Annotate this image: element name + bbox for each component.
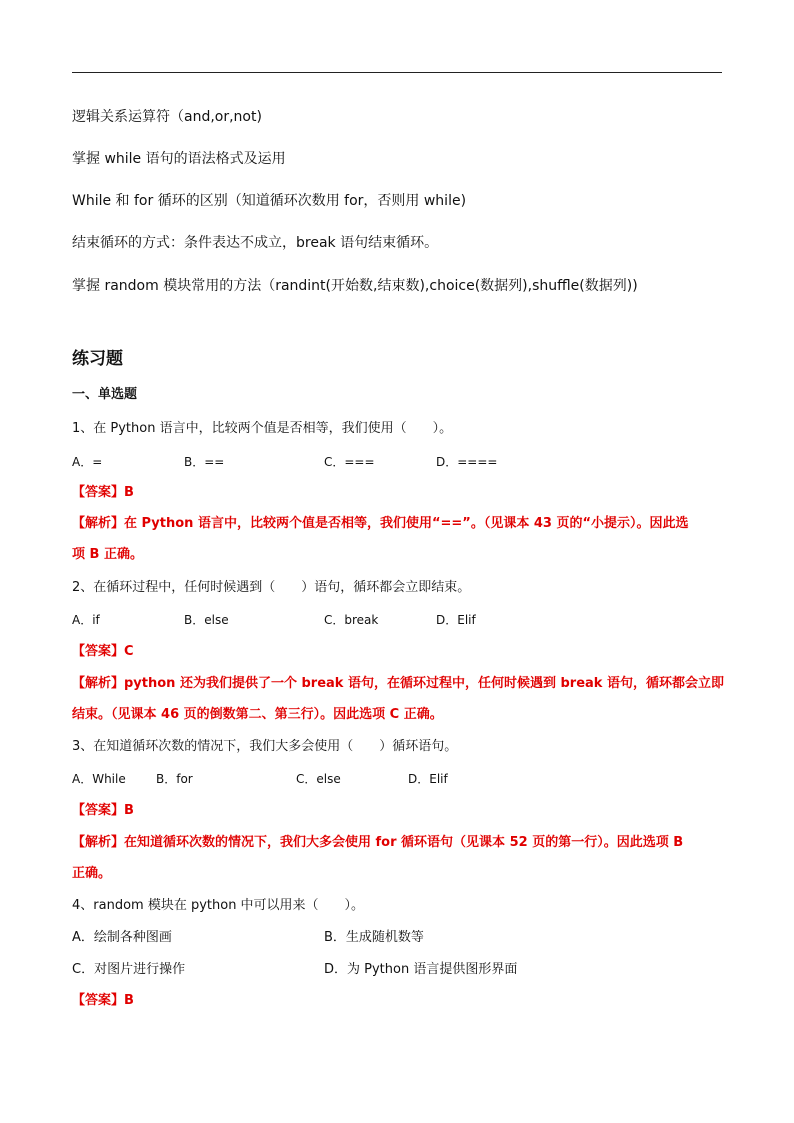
- question-3-analysis-line-1: 【解析】在知道循环次数的情况下，我们大多会使用 for 循环语句（见课本 52 页的第一行）。因此选项 B: [72, 835, 684, 850]
- question-1-answer: 【答案】B: [72, 485, 134, 500]
- key-point-2: 掌握 while 语句的语法格式及运用: [72, 151, 286, 167]
- subsection-title: 一、单选题: [72, 387, 138, 402]
- question-3-analysis-line-2: 正确。: [72, 866, 112, 881]
- question-3-stem: 3、在知道循环次数的情况下，我们大多会使用（ ）循环语句。: [72, 739, 458, 754]
- question-3-option-b: B．for: [156, 772, 193, 786]
- question-4-option-d: D．为 Python 语言提供图形界面: [324, 962, 518, 977]
- question-2-option-d: D．Elif: [436, 613, 476, 627]
- question-2-stem: 2、在循环过程中，任何时候遇到（ ）语句，循环都会立即结束。: [72, 580, 471, 595]
- question-4-answer: 【答案】B: [72, 993, 134, 1008]
- question-1-option-b: B．==: [184, 455, 225, 469]
- key-point-3: While 和 for 循环的区别（知道循环次数用 for，否则用 while): [72, 193, 467, 209]
- question-3-option-c: C．else: [296, 772, 341, 786]
- question-2-option-a: A．if: [72, 613, 100, 627]
- question-4-option-c: C．对图片进行操作: [72, 962, 186, 977]
- question-2-analysis-line-2: 结束。（见课本 46 页的倒数第二、第三行）。因此选项 C 正确。: [72, 707, 443, 722]
- key-point-4: 结束循环的方式：条件表达不成立，break 语句结束循环。: [72, 235, 439, 251]
- question-1-stem: 1、在 Python 语言中，比较两个值是否相等，我们使用（ ）。: [72, 421, 453, 436]
- section-title: 练习题: [72, 349, 123, 369]
- question-2-answer: 【答案】C: [72, 644, 134, 659]
- header-rule: [72, 72, 722, 73]
- question-2-option-b: B．else: [184, 613, 229, 627]
- key-point-1: 逻辑关系运算符（and,or,not): [72, 109, 262, 125]
- question-2-option-c: C．break: [324, 613, 379, 627]
- question-4-option-b: B．生成随机数等: [324, 930, 424, 945]
- key-point-5: 掌握 random 模块常用的方法（randint(开始数,结束数),choice(数据列),shuffle(数据列)): [72, 278, 638, 294]
- question-3-option-d: D．Elif: [408, 772, 448, 786]
- question-1-option-a: A．=: [72, 455, 103, 469]
- question-3-option-a: A．While: [72, 772, 126, 786]
- question-4-option-a: A．绘制各种图画: [72, 930, 172, 945]
- question-1-option-d: D．====: [436, 455, 498, 469]
- question-1-option-c: C．===: [324, 455, 375, 469]
- question-1-analysis-line-2: 项 B 正确。: [72, 547, 143, 562]
- question-1-analysis-line-1: 【解析】在 Python 语言中，比较两个值是否相等，我们使用“==”。（见课本 43 页的“小提示）。因此选: [72, 516, 689, 531]
- question-3-answer: 【答案】B: [72, 803, 134, 818]
- question-4-stem: 4、random 模块在 python 中可以用来（ ）。: [72, 898, 365, 913]
- question-2-analysis-line-1: 【解析】python 还为我们提供了一个 break 语句，在循环过程中，任何时候遇到 break 语句，循环都会立即: [72, 676, 724, 691]
